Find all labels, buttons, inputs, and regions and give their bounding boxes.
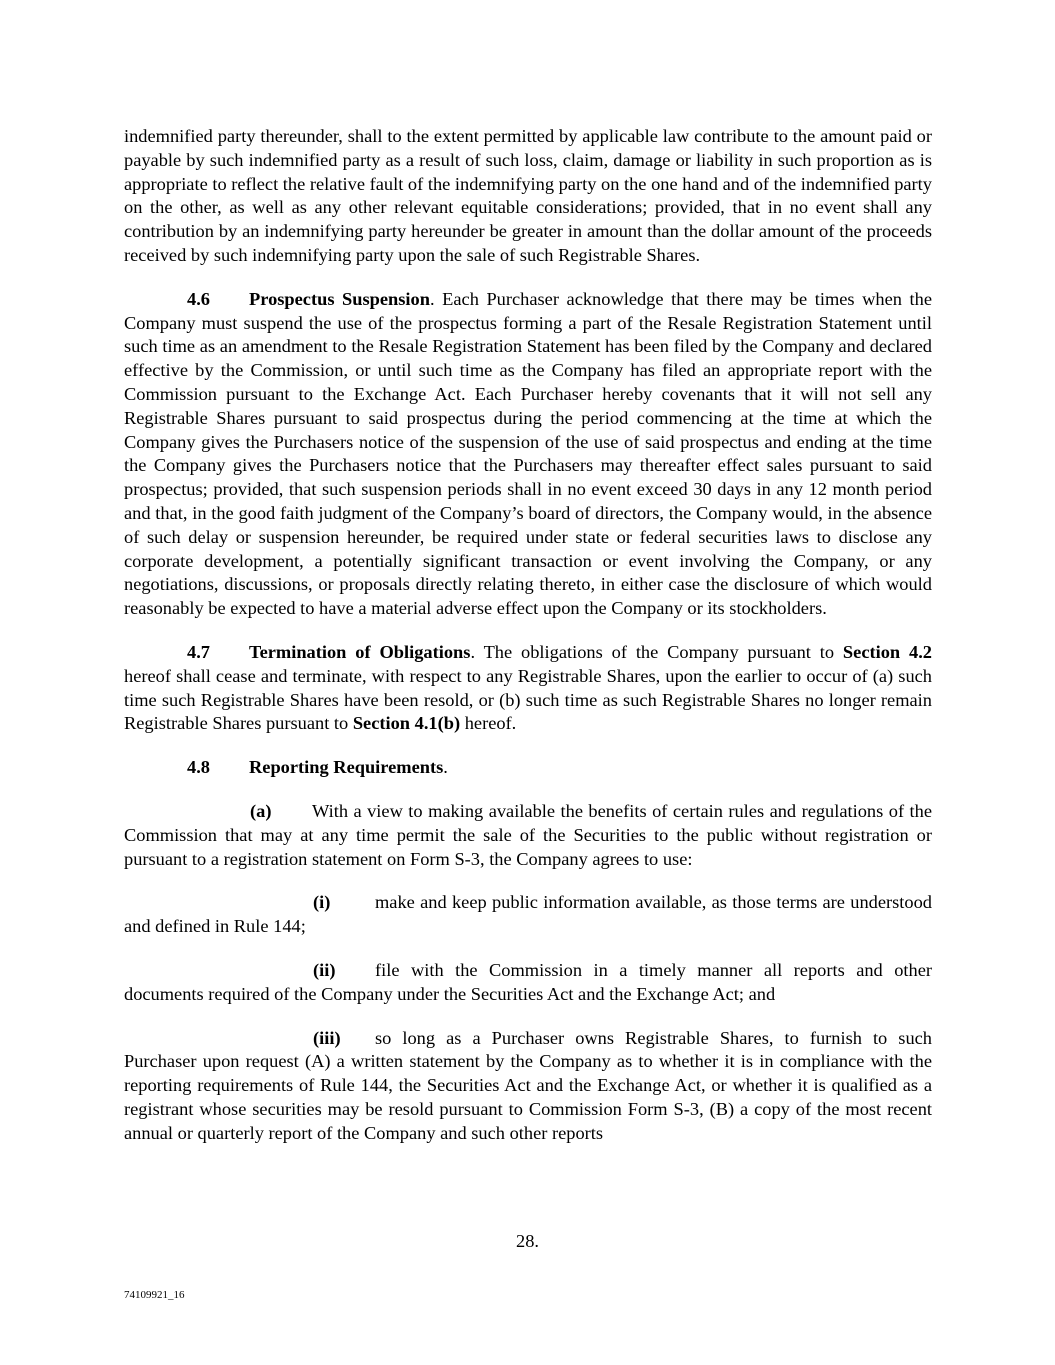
section-body: . Each Purchaser acknowledge that there may be times when the Company must suspend the use of the prospectus forming a part of the Resale Registration Statement until such time as an amendment to the Resale Registration Statement has been filed by the Company and declared effective by the Commission, or until such time as the Company has filed an appropriate report with the Commission pursuant to the Exchange Act. Each Purchaser hereby covenants that it will not sell any Registrable Shares pursuant to said prospectus during the period commencing at the time at which the Company gives the Purchasers notice of the suspension of the use of said prospectus and ending at the time the Company gives the Purchasers notice that the Purchasers may thereafter effect sales pursuant to said prospectus; provided, that such suspension periods shall in no event exceed 30 days in any 12 month period and that, in the good faith judgment of the Company’s board of directors, the Company would, in the absence of such delay or suspension hereunder, be required under state or federal securities laws to disclose any corporate development, a potentially significant transaction or event involving the Company, or any negotiations, discussions, or proposals directly relating thereto, in either case the disclosure of which would reasonably be expected to have a material adverse effect upon the Company or its stockholders. <box>124 288 932 619</box>
subsection-body: With a view to making available the benefits of certain rules and regulations of the Commission that may at any time permit the sale of the Securities to the public without registration or pursuant to a registration statement on Form S-3, the Company agrees to use: <box>124 800 932 869</box>
section-body: hereof shall cease and terminate, with respect to any Registrable Shares, upon the earlier to occur of (a) such time such Registrable Shares have been resold, or (b) such time as such Registrable Shares no longer remain Registrable Shares pursuant to <box>124 665 932 734</box>
section-number: 4.6 <box>187 288 210 309</box>
clause-body: make and keep public information available, as those terms are understood and defined in Rule 144; <box>124 892 932 937</box>
document-body <box>124 125 932 1165</box>
section-number: 4.7 <box>187 641 210 662</box>
section-body: . The obligations of the Company pursuant to <box>470 641 843 662</box>
clause-body: file with the Commission in a timely manner all reports and other documents required of the Company under the Securities Act and the Exchange Act; and <box>124 959 932 1004</box>
section-reference: Section 4.2 <box>842 641 932 662</box>
clause-body: so long as a Purchaser owns Registrable Shares, to furnish to such Purchaser upon request (A) a written statement by the Company as to whether it is in compliance with the reporting requirements of Rule 144, the Securities Act and the Exchange Act, or whether it is qualified as a registrant whose securities may be resold pursuant to Commission Form S-3, (B) a copy of the most recent annual or quarterly report of the Company and such other reports <box>124 1027 932 1143</box>
section-heading: Reporting Requirements <box>249 757 444 778</box>
paragraph-indemnification-continued: indemnified party thereunder, shall to the extent permitted by applicable law contribute to the amount paid or payable by such indemnified party as a result of such loss, claim, damage or liability in such proportion as is appropriate to reflect the relative fault of the indemnifying party on the one hand and of the indemnified party on the other, as well as any other relevant equitable considerations; provided, that in no event shall any contribution by an indemnifying party hereunder be greater in amount than the dollar amount of the proceeds received by such indemnifying party upon the sale of such Registrable Shares. <box>124 126 932 265</box>
section-heading: Termination of Obligations <box>249 641 471 662</box>
section-heading: Prospectus Suspension <box>249 288 430 309</box>
clause-iii <box>124 1027 932 1146</box>
clause-label: (i) <box>313 892 331 913</box>
section-4-7 <box>124 641 932 736</box>
section-heading-tail: . <box>443 757 448 778</box>
page-number: 28. <box>516 1231 539 1251</box>
subsection-4-8-a <box>124 800 932 871</box>
section-4-6 <box>124 288 932 621</box>
section-4-8 <box>124 756 932 780</box>
subsection-label: (a) <box>250 800 272 821</box>
clause-label: (ii) <box>313 959 336 980</box>
document-id: 74109921_16 <box>124 1289 185 1301</box>
section-reference: Section 4.1(b) <box>352 713 461 734</box>
section-body: hereof. <box>460 713 517 734</box>
section-number: 4.8 <box>187 757 210 778</box>
clause-label: (iii) <box>313 1027 341 1048</box>
clause-ii <box>124 959 932 1007</box>
clause-i <box>124 891 932 939</box>
